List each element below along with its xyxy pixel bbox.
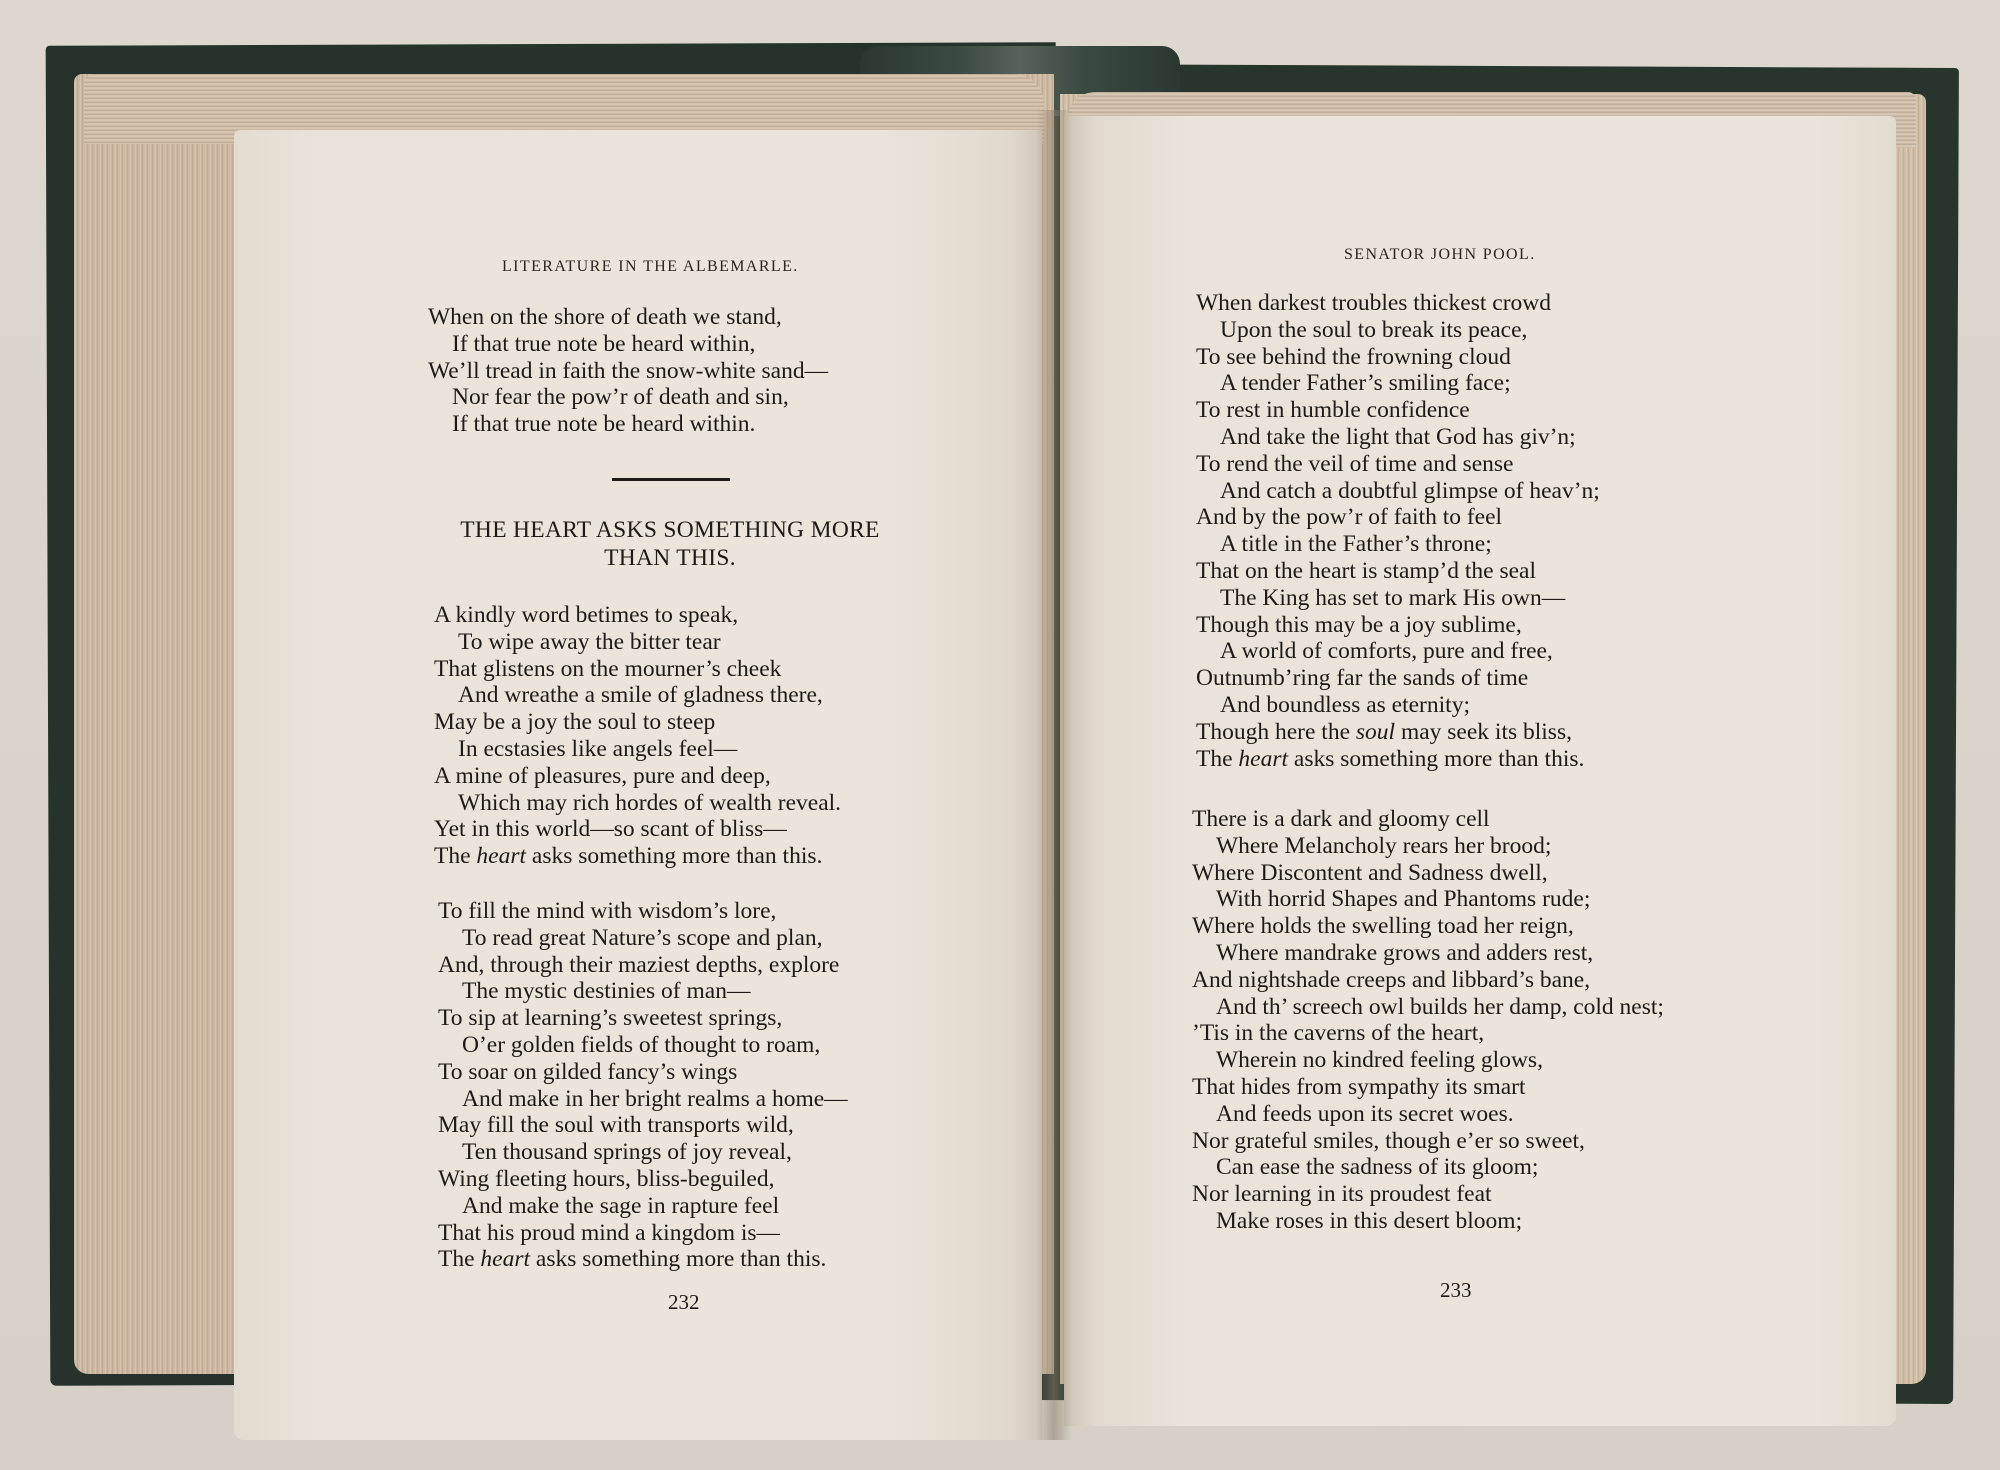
verse-line: A mine of pleasures, pure and deep,: [434, 762, 771, 789]
verse-line: That on the heart is stamp’d the seal: [1196, 557, 1536, 584]
refrain-after: asks something more than this.: [530, 1246, 827, 1273]
verse-line: The King has set to mark His own—: [1220, 584, 1566, 611]
section-rule: [612, 478, 730, 481]
verse-line: Yet in this world—so scant of bliss—: [434, 816, 787, 843]
verse-line: A world of comforts, pure and free,: [1220, 638, 1553, 665]
verse-line: Nor grateful smiles, though e’er so sweet,: [1192, 1127, 1585, 1154]
verse-line: To wipe away the bitter tear: [458, 628, 721, 655]
refrain-emphasis: heart: [476, 843, 527, 870]
verse-line: May fill the soul with transports wild,: [438, 1112, 794, 1139]
verse-line: Where Melancholy rears her brood;: [1216, 832, 1552, 859]
verse-line: Where holds the swelling toad her reign,: [1192, 913, 1574, 940]
verse-line: Ten thousand springs of joy reveal,: [462, 1139, 792, 1166]
poem-stanza-2: [438, 898, 848, 1273]
verse-line: The mystic destinies of man—: [462, 978, 751, 1005]
verse-line: If that true note be heard within,: [452, 330, 756, 357]
verse-line: Upon the soul to break its peace,: [1220, 316, 1528, 343]
verse-line: If that true note be heard within.: [452, 411, 756, 438]
right-stanza-1-soul-line: [1196, 719, 1600, 746]
verse-line: And th’ screech owl builds her damp, cold nest;: [1216, 993, 1664, 1020]
stanza-2-lines: [438, 898, 848, 1246]
verse-line: Make roses in this desert bloom;: [1216, 1207, 1523, 1234]
verse-line: Nor fear the pow’r of death and sin,: [452, 384, 789, 411]
stanza-2-refrain: [438, 1246, 848, 1273]
verse-line: And make the sage in rapture feel: [462, 1192, 780, 1219]
verse-line: A tender Father’s smiling face;: [1220, 370, 1511, 397]
poem-title-line-1: THE HEART ASKS SOMETHING MORE: [460, 517, 880, 543]
verse-line: Can ease the sadness of its gloom;: [1216, 1154, 1539, 1181]
verse-line: May be a joy the soul to steep: [434, 709, 716, 736]
verse-line: And make in her bright realms a home—: [462, 1085, 848, 1112]
verse-line: That his proud mind a kingdom is—: [438, 1219, 781, 1246]
verse-line: When on the shore of death we stand,: [428, 304, 782, 330]
verse-line: Where mandrake grows and adders rest,: [1216, 939, 1594, 966]
refrain-before: The: [1196, 745, 1239, 772]
verse-line: That hides from sympathy its smart: [1192, 1073, 1526, 1100]
stanza-1-lines: [434, 602, 841, 843]
soul-line-before: Though here the: [1196, 718, 1356, 745]
verse-line: And by the pow’r of faith to feel: [1196, 504, 1503, 531]
verse-line: To fill the mind with wisdom’s lore,: [438, 898, 777, 924]
verse-line: When darkest troubles thickest crowd: [1196, 290, 1552, 316]
verse-line: And wreathe a smile of gladness there,: [458, 682, 823, 709]
running-head-right: SENATOR JOHN POOL.: [1344, 246, 1536, 263]
poem-stanza-1: [434, 602, 841, 870]
verse-line: With horrid Shapes and Phantoms rude;: [1216, 886, 1591, 913]
verse-line: And take the light that God has giv’n;: [1220, 423, 1576, 450]
refrain-after: asks something more than this.: [526, 843, 823, 870]
soul-line-emphasis: soul: [1355, 718, 1396, 745]
gutter-shadow: [1036, 110, 1072, 1440]
poem-title-line-2: THAN THIS.: [604, 545, 736, 571]
verse-line: Which may rich hordes of wealth reveal.: [458, 789, 842, 816]
stanza-top: [428, 304, 828, 438]
page-number-right: 233: [1440, 1278, 1472, 1302]
verse-line: Nor learning in its proudest feat: [1192, 1181, 1492, 1208]
soul-line-after: may seek its bliss,: [1395, 718, 1572, 745]
verse-line: To read great Nature’s scope and plan,: [462, 924, 823, 951]
refrain-after: asks something more than this.: [1288, 745, 1585, 772]
verse-line: To soar on gilded fancy’s wings: [438, 1058, 738, 1085]
verse-line: To sip at learning’s sweetest springs,: [438, 1005, 783, 1032]
running-head-left: LITERATURE IN THE ALBEMARLE.: [502, 258, 799, 275]
verse-line: Where Discontent and Sadness dwell,: [1192, 859, 1548, 886]
verse-line: And boundless as eternity;: [1220, 691, 1470, 718]
right-stanza-2: [1192, 806, 1664, 1235]
verse-line: A kindly word betimes to speak,: [434, 602, 739, 628]
verse-line: ’Tis in the caverns of the heart,: [1192, 1020, 1485, 1047]
verse-line: O’er golden fields of thought to roam,: [462, 1031, 821, 1058]
poem-title: [420, 516, 920, 572]
verse-line: There is a dark and gloomy cell: [1192, 806, 1490, 832]
verse-line: A title in the Father’s throne;: [1220, 531, 1492, 558]
right-stanza-1: [1196, 290, 1600, 772]
verse-line: And feeds upon its secret woes.: [1216, 1100, 1514, 1127]
right-stanza-1-refrain: [1196, 746, 1600, 773]
refrain-emphasis: heart: [480, 1246, 531, 1273]
refrain-before: The: [434, 843, 477, 870]
verse-line: We’ll tread in faith the snow-white sand—: [428, 357, 829, 384]
verse-line: To rest in humble confidence: [1196, 397, 1470, 424]
right-stanza-1-lines: [1196, 290, 1600, 719]
verse-line: And nightshade creeps and libbard’s bane,: [1192, 966, 1591, 993]
verse-line: And, through their maziest depths, explore: [438, 951, 840, 978]
verse-line: In ecstasies like angels feel—: [458, 735, 738, 762]
verse-line: Wing fleeting hours, bliss-beguiled,: [438, 1165, 775, 1192]
stanza-1-refrain: [434, 843, 841, 870]
verse-line: And catch a doubtful glimpse of heav’n;: [1220, 477, 1600, 504]
page-number-left: 232: [668, 1290, 700, 1314]
refrain-before: The: [438, 1246, 481, 1273]
verse-line: To see behind the frowning cloud: [1196, 343, 1511, 370]
verse-line: That glistens on the mourner’s cheek: [434, 655, 782, 682]
verse-line: To rend the veil of time and sense: [1196, 450, 1514, 477]
verse-line: Though this may be a joy sublime,: [1196, 611, 1522, 638]
refrain-emphasis: heart: [1238, 745, 1289, 772]
verse-line: Wherein no kindred feeling glows,: [1216, 1047, 1543, 1074]
verse-line: Outnumb’ring far the sands of time: [1196, 665, 1529, 692]
